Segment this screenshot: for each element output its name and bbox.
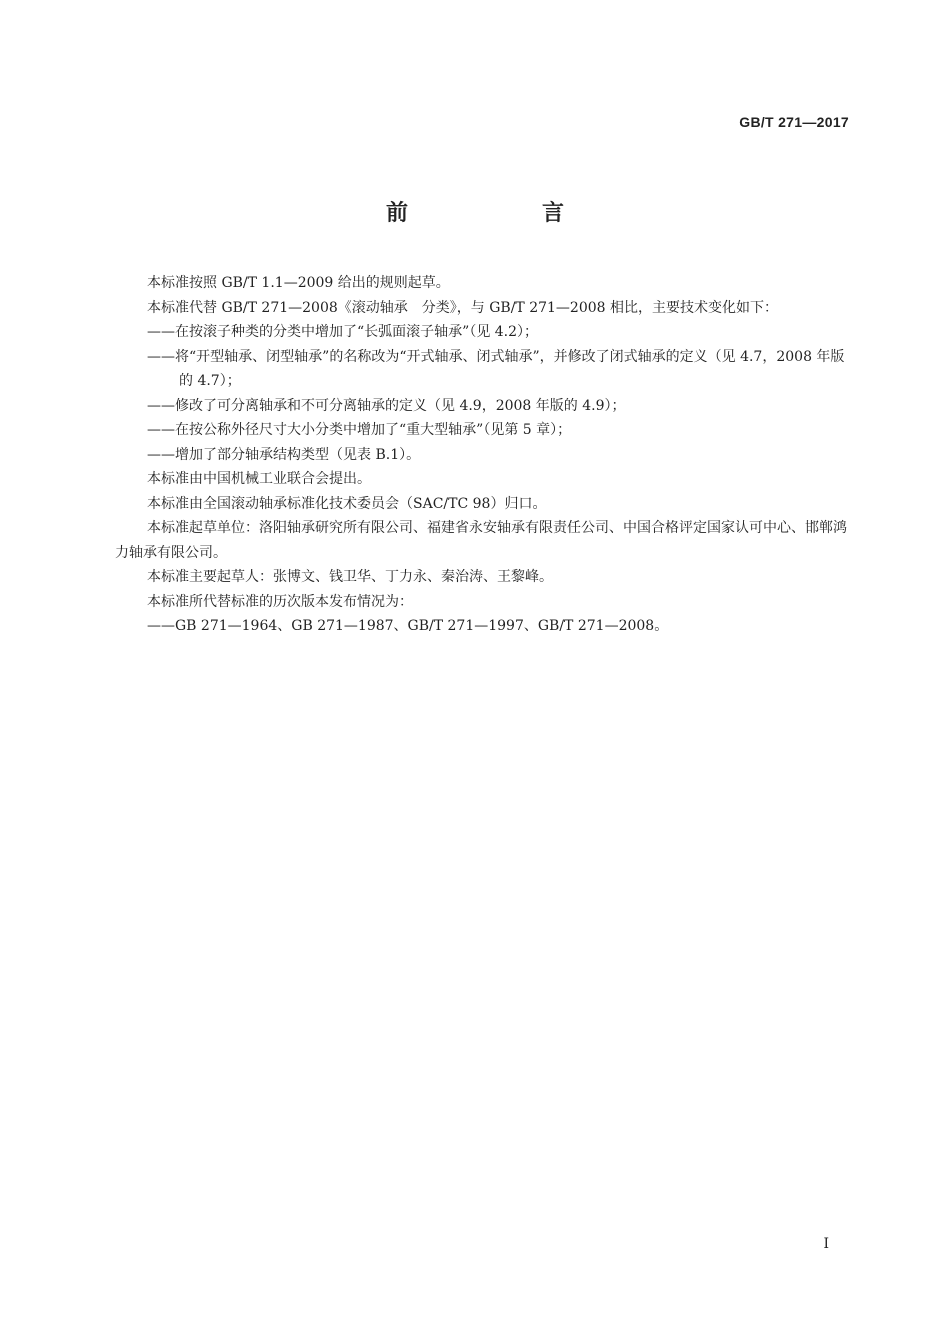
paragraph-proposed-by: 本标准由中国机械工业联合会提出。 [147, 471, 371, 487]
paragraph-drafting-rules: 本标准按照 GB/T 1.1—2009 给出的规则起草。 [147, 275, 450, 291]
change-item-structure-types: ——增加了部分轴承结构类型（见表 B.1）。 [147, 446, 421, 463]
foreword-body [115, 271, 850, 639]
paragraph-drafting-units: 本标准起草单位：洛阳轴承研究所有限公司、福建省永安轴承有限责任公司、中国合格评定国家认可中心、邯郸鸿力轴承有限公司。 [115, 520, 847, 561]
previous-editions-list: ——GB 271—1964、GB 271—1987、GB/T 271—1997、GB/T 271—2008。 [147, 618, 669, 634]
change-item-open-closed: ——将“开型轴承、闭型轴承”的名称改为“开式轴承、闭式轴承”，并修改了闭式轴承的定义（见 4.7，2008 年版的 4.7）； [147, 348, 845, 389]
paragraph-drafters: 本标准主要起草人：张博文、钱卫华、丁力永、秦治涛、王黎峰。 [147, 569, 553, 585]
paragraph-previous-editions: 本标准所代替标准的历次版本发布情况为： [147, 593, 413, 610]
page-number: I [823, 1236, 829, 1252]
page-title: 前 言 [385, 201, 620, 226]
standard-code: GB/T 271—2017 [739, 114, 849, 130]
change-item-roller-type: ——在按滚子种类的分类中增加了“长弧面滚子轴承”（见 4.2）； [147, 324, 539, 340]
paragraph-under-jurisdiction: 本标准由全国滚动轴承标准化技术委员会（SAC/TC 98）归口。 [147, 495, 547, 512]
change-item-separable: ——修改了可分离轴承和不可分离轴承的定义（见 4.9，2008 年版的 4.9）； [147, 397, 626, 414]
paragraph-replaces: 本标准代替 GB/T 271—2008《滚动轴承 分类》，与 GB/T 271—2008 相比，主要技术变化如下： [147, 299, 779, 316]
change-item-extra-large: ——在按公称外径尺寸大小分类中增加了“重大型轴承”（见第 5 章）； [147, 422, 572, 438]
